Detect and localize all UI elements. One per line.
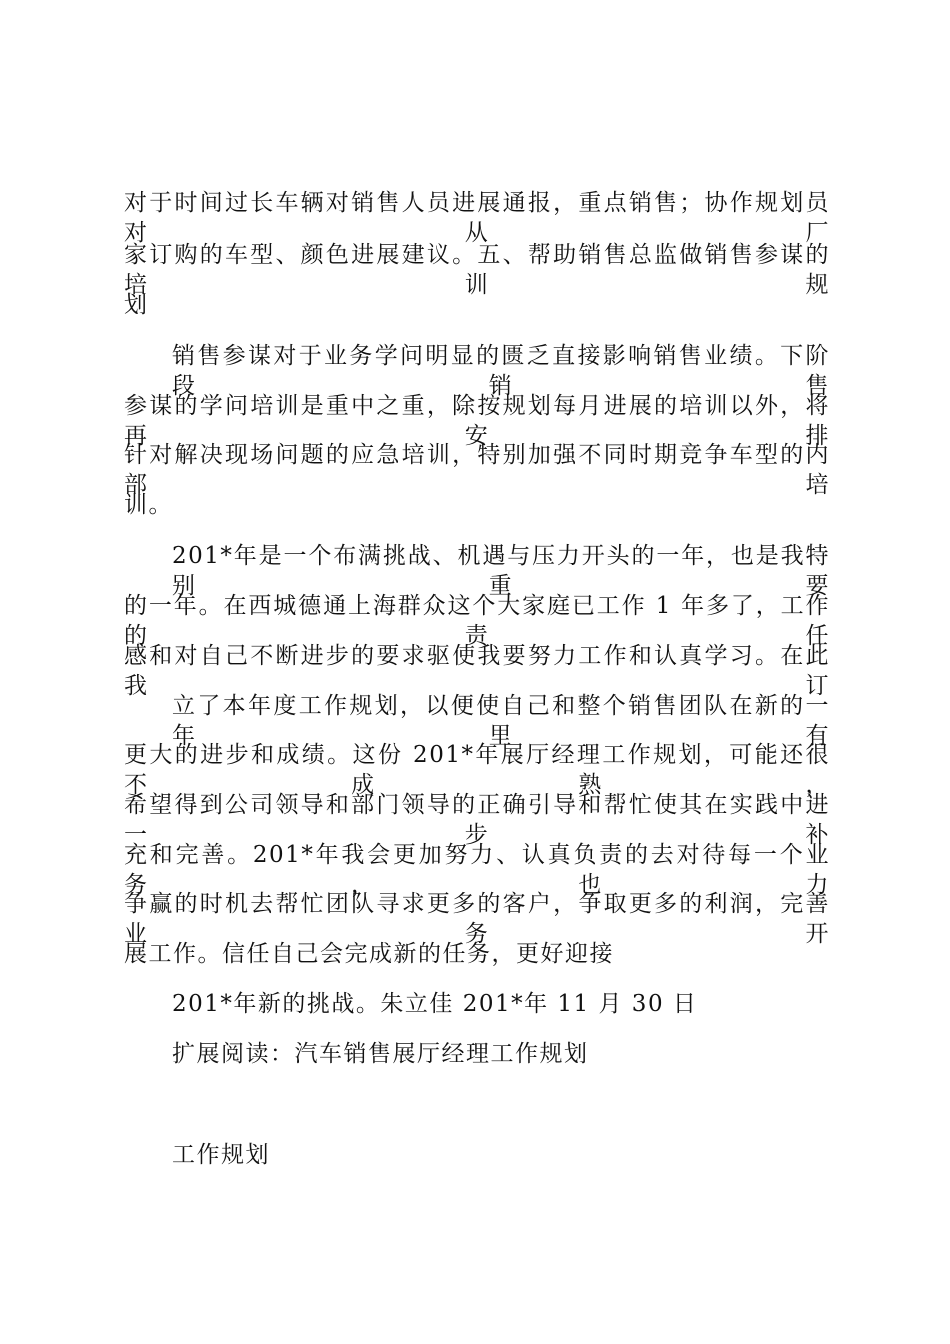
- signature-line: 201*年新的挑战。朱立佳 201*年 11 月 30 日: [172, 991, 698, 1017]
- paragraph-line-1: 对于时间过长车辆对销售人员进展通报，重点销售；协作规划员对从厂: [124, 190, 830, 246]
- paragraph-line-11: 立了本年度工作规划，以便使自己和整个销售团队在新的一年里有: [172, 693, 830, 749]
- paragraph-line-5: 参谋的学问培训是重中之重，除按规划每月进展的培训以外，将再安排: [124, 393, 830, 449]
- section-heading: 工作规划: [172, 1142, 270, 1168]
- paragraph-line-8: 201*年是一个布满挑战、机遇与压力开头的一年，也是我特别重要: [172, 543, 830, 599]
- paragraph-line-16: 展工作。信任自己会完成新的任务，更好迎接: [124, 941, 614, 967]
- paragraph-line-6: 针对解决现场问题的应急培训，特别加强不同时期竞争车型的内部培: [124, 442, 830, 498]
- paragraph-line-15: 争赢的时机去帮忙团队寻求更多的客户，争取更多的利润，完善业务开: [124, 891, 830, 947]
- paragraph-line-14: 充和完善。201*年我会更加努力、认真负责的去对待每一个业务，也力: [124, 842, 830, 898]
- paragraph-line-10: 感和对自己不断进步的要求驱使我要努力工作和认真学习。在此我订: [124, 643, 830, 699]
- paragraph-line-3: 划: [124, 292, 149, 318]
- extended-reading-line: 扩展阅读：汽车销售展厅经理工作规划: [172, 1041, 589, 1067]
- paragraph-line-7: 训。: [124, 492, 173, 518]
- paragraph-line-2: 家订购的车型、颜色进展建议。五、帮助销售总监做销售参谋的培训规: [124, 242, 830, 298]
- paragraph-line-13: 希望得到公司领导和部门领导的正确引导和帮忙使其在实践中进一步补: [124, 792, 830, 848]
- paragraph-line-12: 更大的进步和成绩。这份 201*年展厅经理工作规划，可能还很不成熟，: [124, 742, 830, 798]
- paragraph-line-4: 销售参谋对于业务学问明显的匮乏直接影响销售业绩。下阶段销售: [172, 343, 830, 399]
- paragraph-line-9: 的一年。在西城德通上海群众这个大家庭已工作 1 年多了，工作的责任: [124, 593, 830, 649]
